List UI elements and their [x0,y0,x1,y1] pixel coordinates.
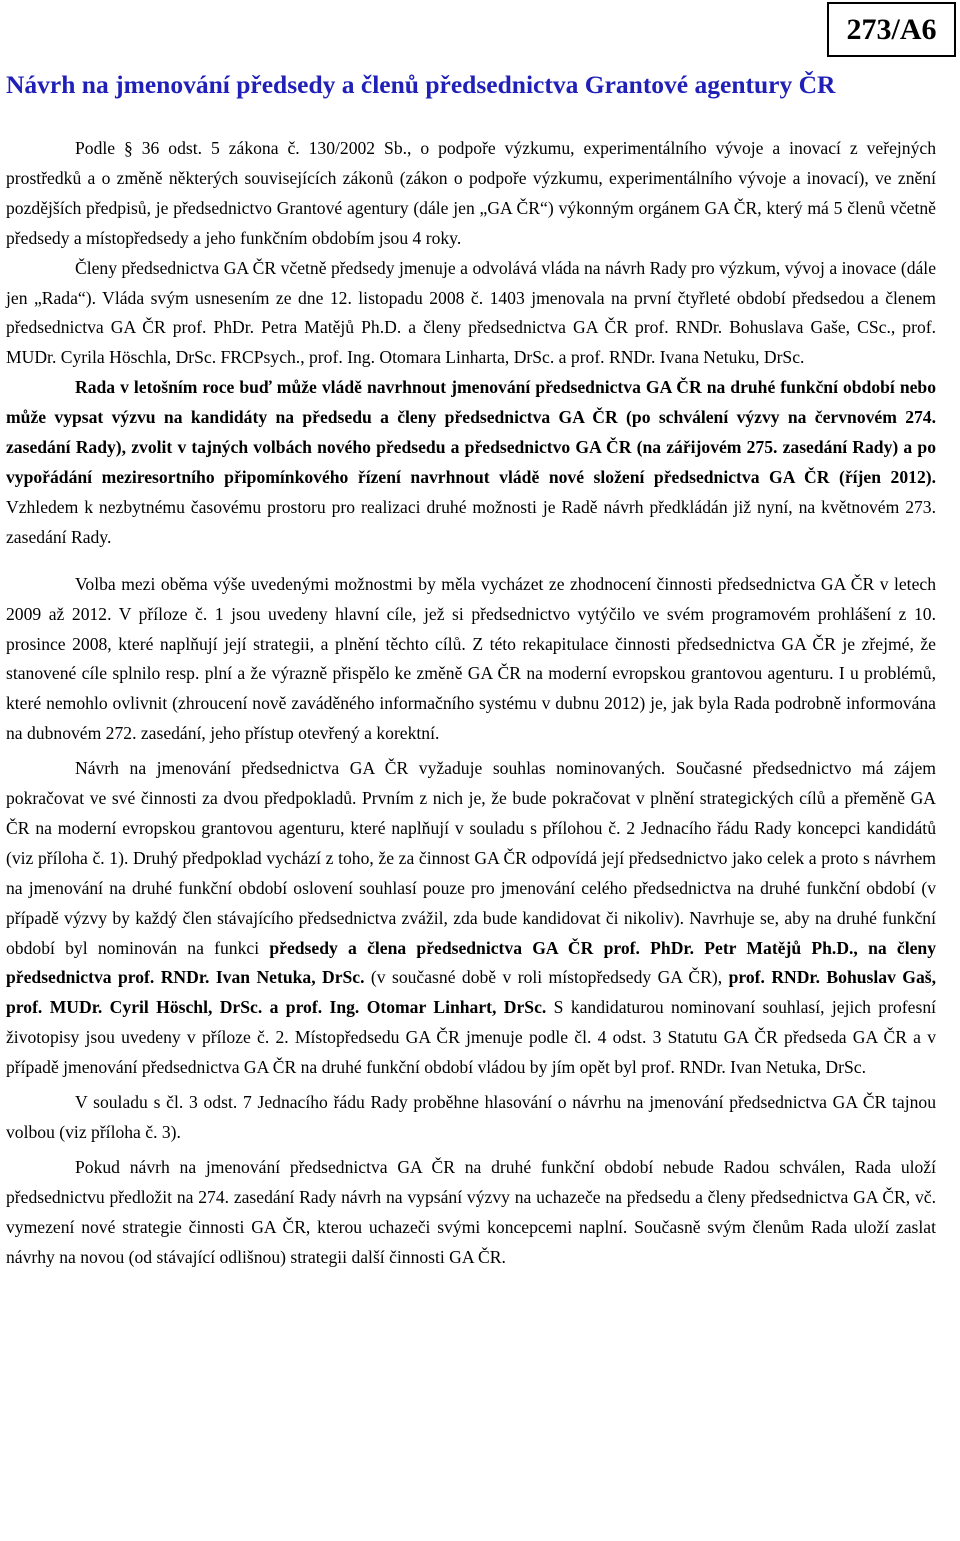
nomination-text-3: S kandidaturou nominovaní souhlasí, jejich profesní životopisy jsou uvedeny v příloze č. 2. Místopředsedu GA ČR jmenuje podle čl. 4 odst. 3 Statutu GA ČR předseda GA ČR a v případě jmenování předsednictva GA ČR na druhé funkční období vládou by jím opět byl prof. RNDr. Ivan Netuka, DrSc. [6,997,937,1078]
paragraph-nomination [6,754,936,1083]
nomination-bold-1: předsedy a člena předsednictva GA ČR prof. PhDr. Petr Matějů Ph.D., na členy předsednictva prof. RNDr. Ivan Netuka, DrSc. [6,937,937,988]
paragraph-evaluation: Volba mezi oběma výše uvedenými možnostmi by měla vycházet ze zhodnocení činnosti předsednictva GA ČR v letech 2009 až 2012. V příloze č. 1 jsou uvedeny hlavní cíle, jež si předsednictvo vytýčilo ve svém programovém prohlášení z 10. prosince 2008, které naplňují její strategii, a plnění těchto cílů. Z této rekapitulace činnosti předsednictva GA ČR je zřejmé, že stanovené cíle splnilo resp. plní a že výrazně přispělo ke změně GA ČR na moderní evropskou grantovou agenturu. I u problémů, které nemohlo ovlivnit (zhroucení nově zaváděného informačního systému v dubnu 2012) je, jak byla Rada podrobně informována na dubnovém 272. zasedání, jeho přístup otevřený a korektní. [6,573,936,744]
document-number: 273/A6 [846,12,937,46]
nomination-bold-2: prof. RNDr. Bohuslav Gaš, prof. MUDr. Cyril Höschl, DrSc. a prof. Ing. Otomar Linhart, DrSc. [6,967,936,1018]
options-bold-text: Rada v letošním roce buď může vládě navrhnout jmenování předsednictva GA ČR na druhé funkční období nebo může vypsat výzvu na kandidáty na předsedu a členy předsednictva GA ČR (po schválení výzvy na červnovém 274. zasedání Rady), zvolit v tajných volbách nového předsedu a předsednictvo GA ČR (na zářijovém 275. zasedání Rady) a po vypořádání meziresortního připomínkového řízení navrhnout vládě nové složení předsednictva GA ČR (říjen 2012). [6,377,936,487]
paragraph-legal-basis: Podle § 36 odst. 5 zákona č. 130/2002 Sb., o podpoře výzkumu, experimentálního vývoje a inovací z veřejných prostředků a o změně některých souvisejících zákonů (zákon o podpoře výzkumu, experimentálního vývoje a inovací), ve znění pozdějších předpisů, je předsednictvo Grantové agentury (dále jen „GA ČR“) výkonným orgánem GA ČR, který má 5 členů včetně předsedy a místopředsedy a jeho funkčním obdobím jsou 4 roky. [6,138,936,248]
paragraph-voting: V souladu s čl. 3 odst. 7 Jednacího řádu Rady proběhne hlasování o návrhu na jmenování předsednictva GA ČR tajnou volbou (viz příloha č. 3). [6,1092,936,1142]
paragraph-appointment-history: Členy předsednictva GA ČR včetně předsedy jmenuje a odvolává vláda na návrh Rady pro výzkum, vývoj a inovace (dále jen „Rada“). Vláda svým usnesením ze dne 12. listopadu 2008 č. 1403 jmenovala na první čtyřleté období předsedou a členem předsednictva GA ČR prof. PhDr. Petra Matějů Ph.D. a členy předsednictva GA ČR prof. RNDr. Bohuslava Gaše, CSc., prof. MUDr. Cyrila Höschla, DrSc. FRCPsych., prof. Ing. Otomara Linharta, DrSc. a prof. RNDr. Ivana Netuku, DrSc. [6,257,936,368]
document-number-box [827,2,956,57]
document-title: Návrh na jmenování předsedy a členů předsednictva Grantové agentury ČR [6,70,836,99]
nomination-text-1: Návrh na jmenování předsednictva GA ČR vyžaduje souhlas nominovaných. Současné předsednictvo má zájem pokračovat ve své činnosti za dvou předpokladů. Prvním z nich je, že bude pokračovat v plnění strategických cílů a přeměně GA ČR na moderní evropskou grantovou agenturu, které naplňují v souladu s přílohou č. 2 Jednacího řádu Rady koncepci kandidátů (viz příloha č. 1). Druhý předpoklad vychází z toho, že za činnost GA ČR odpovídá její předsednictvo jako celek a proto s návrhem na jmenování na druhé funkční období oslovení souhlasí pouze pro jmenování celého předsednictva na druhé funkční období (v případě výzvy by každý člen stávajícího předsednictva zvážil, zda bude kandidovat či nikoliv). Navrhuje se, aby na druhé funkční období byl nominován na funkci [6,758,936,958]
paragraph-options [6,373,936,552]
nomination-text-2: (v současné době v roli místopředsedy GA ČR), [364,967,729,988]
paragraph-fallback: Pokud návrh na jmenování předsednictva GA ČR na druhé funkční období nebude Radou schválen, Rada uloží předsednictvu předložit na 274. zasedání Rady návrh na vypsání výzvy na uchazeče na předsedu a členy předsednictva GA ČR, vč. vymezení nové strategie činnosti GA ČR, kterou uchazeči svými koncepcemi naplní. Současně svým členům Rada uloží zaslat návrhy na novou (od stávající odlišnou) strategii další činnosti GA ČR. [6,1156,936,1267]
document-body [6,134,936,1273]
options-text: Vzhledem k nezbytnému časovému prostoru pro realizaci druhé možnosti je Radě návrh předkládán již nyní, na květnovém 273. zasedání Rady. [6,496,936,547]
